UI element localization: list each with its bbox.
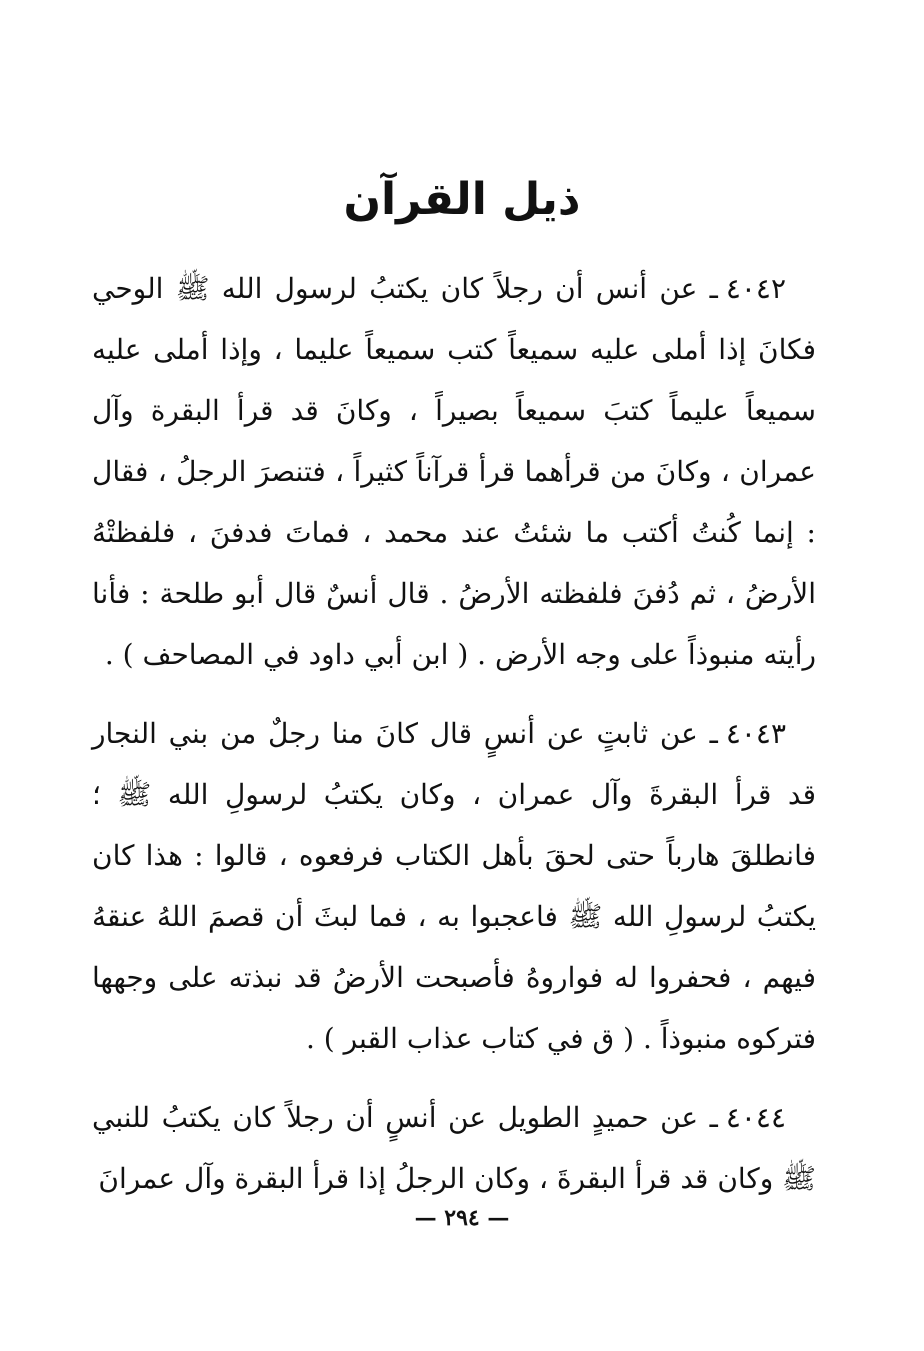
- hadith-number: ٤٠٤٤: [725, 1101, 786, 1134]
- hadith-paragraph: [92, 1087, 816, 1209]
- hadith-paragraph: [92, 703, 816, 1069]
- chapter-heading: ذيل القرآن: [343, 174, 581, 225]
- hadith-text: ـ عن ثابتٍ عن أنسٍ قال كانَ منا رجلٌ من بني النجار قد قرأ البقرةَ وآل عمران ، وكان يكتبُ لرسولِ الله ﷺ ؛ فانطلقَ هارباً حتى لحقَ بأهل الكتاب فرفعوه ، قالوا : هذا كان يكتبُ لرسولِ الله ﷺ فاعجبوا به ، فما لبثَ أن قصمَ اللهُ عنقهُ فيهم ، فحفروا له فواروهُ فأصبحت الأرضُ قد نبذته على وجهها فتركوه منبوذاً . ( ق في كتاب عذاب القبر ) .: [92, 717, 816, 1055]
- hadith-number: ٤٠٤٢: [725, 272, 786, 305]
- hadith-number: ٤٠٤٣: [725, 717, 786, 750]
- page-number: — ٢٩٤ —: [414, 1205, 510, 1231]
- hadith-paragraph: [92, 258, 816, 685]
- page-body: [92, 258, 816, 1209]
- hadith-text: ـ عن أنس أن رجلاً كان يكتبُ لرسول الله ﷺ الوحي فكانَ إذا أملى عليه سميعاً كتب سميعاً عليما ، وإذا أملى عليه سميعاً عليماً كتبَ سميعاً بصيراً ، وكانَ قد قرأ البقرة وآل عمران ، وكانَ من قرأهما قرأ قرآناً كثيراً ، فتنصرَ الرجلُ ، فقال : إنما كُنتُ أكتب ما شئتُ عند محمد ، فماتَ فدفنَ ، فلفظتْهُ الأرضُ ، ثم دُفنَ فلفظته الأرضُ . قال أنسٌ قال أبو طلحة : فأنا رأيته منبوذاً على وجه الأرض . ( ابن أبي داود في المصاحف ) .: [92, 272, 816, 671]
- hadith-text: ـ عن حميدٍ الطويل عن أنسٍ أن رجلاً كان يكتبُ للنبي ﷺ وكان قد قرأ البقرةَ ، وكان الرجلُ إذا قرأ البقرة وآل عمرانَ: [92, 1101, 816, 1195]
